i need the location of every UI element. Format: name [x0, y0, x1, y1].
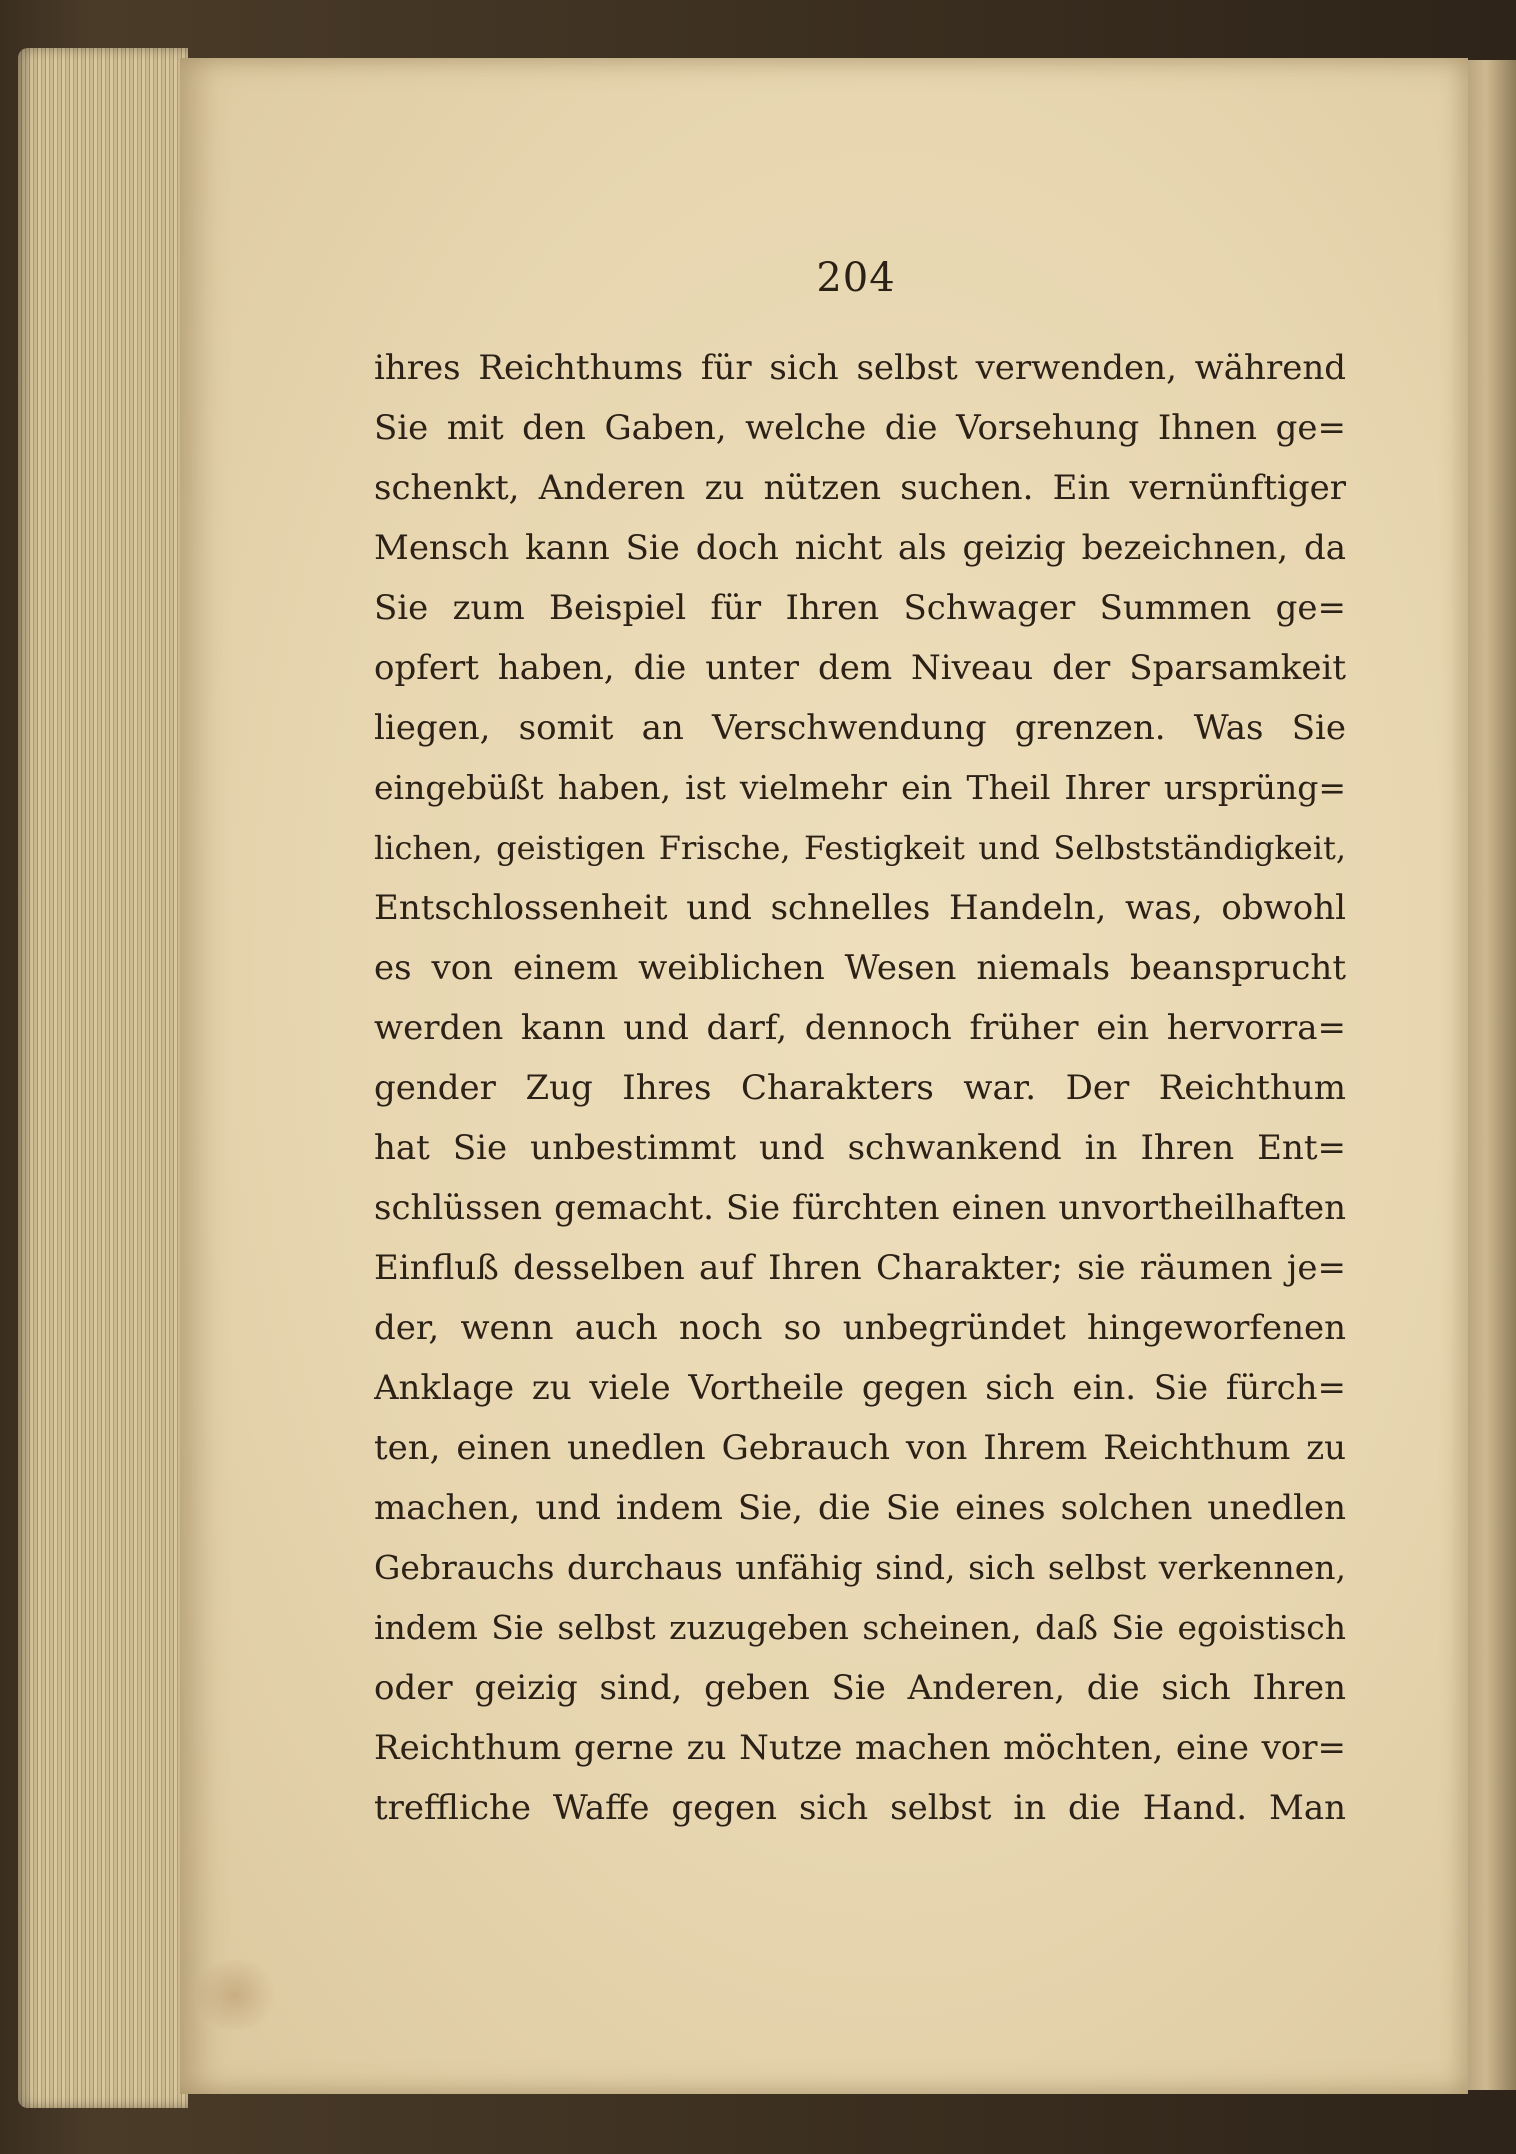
text-line-14: hat Sie unbestimmt und schwankend in Ihren Ent= [374, 1128, 1346, 1168]
text-line-3: schenkt, Anderen zu nützen suchen. Ein vernünftiger [374, 468, 1346, 508]
text-line-13: gender Zug Ihres Charakters war. Der Reichthum [374, 1068, 1346, 1108]
paper-stain [190, 1960, 280, 2030]
text-line-17: der, wenn auch noch so unbegründet hingeworfenen [374, 1308, 1346, 1348]
body-text [374, 338, 1346, 1838]
text-line-25: treffliche Waffe gegen sich selbst in die Hand. Man [374, 1788, 1346, 1828]
text-line-6: opfert haben, die unter dem Niveau der Sparsamkeit [374, 648, 1346, 688]
page-number: 204 [816, 255, 896, 301]
text-line-7: liegen, somit an Verschwendung grenzen. Was Sie [374, 708, 1346, 748]
text-line-15: schlüssen gemacht. Sie fürchten einen unvortheilhaften [374, 1188, 1346, 1228]
text-line-22: indem Sie selbst zuzugeben scheinen, daß Sie egoistisch [374, 1608, 1346, 1647]
text-line-4: Mensch kann Sie doch nicht als geizig bezeichnen, da [374, 528, 1346, 568]
text-line-24: Reichthum gerne zu Nutze machen möchten, eine vor= [374, 1728, 1346, 1768]
text-line-9: lichen, geistigen Frische, Festigkeit und Selbstständigkeit, [374, 829, 1346, 867]
text-line-23: oder geizig sind, geben Sie Anderen, die sich Ihren [374, 1668, 1346, 1708]
text-line-18: Anklage zu viele Vortheile gegen sich ein. Sie fürch= [374, 1368, 1346, 1408]
text-line-20: machen, und indem Sie, die Sie eines solchen unedlen [374, 1488, 1346, 1528]
text-line-5: Sie zum Beispiel für Ihren Schwager Summen ge= [374, 588, 1346, 628]
text-line-1: ihres Reichthums für sich selbst verwenden, während [374, 348, 1346, 388]
text-line-21: Gebrauchs durchaus unfähig sind, sich selbst verkennen, [374, 1548, 1346, 1587]
text-line-19: ten, einen unedlen Gebrauch von Ihrem Reichthum zu [374, 1428, 1346, 1468]
book-page-edges [18, 48, 188, 2108]
text-line-16: Einfluß desselben auf Ihren Charakter; sie räumen je= [374, 1248, 1346, 1288]
text-line-10: Entschlossenheit und schnelles Handeln, was, obwohl [374, 888, 1346, 928]
text-line-12: werden kann und darf, dennoch früher ein hervorra= [374, 1008, 1346, 1048]
text-line-8: eingebüßt haben, ist vielmehr ein Theil Ihrer ursprüng= [374, 768, 1346, 807]
text-line-11: es von einem weiblichen Wesen niemals beansprucht [374, 948, 1346, 988]
text-line-2: Sie mit den Gaben, welche die Vorsehung Ihnen ge= [374, 408, 1346, 448]
book-right-edge [1466, 60, 1516, 2090]
